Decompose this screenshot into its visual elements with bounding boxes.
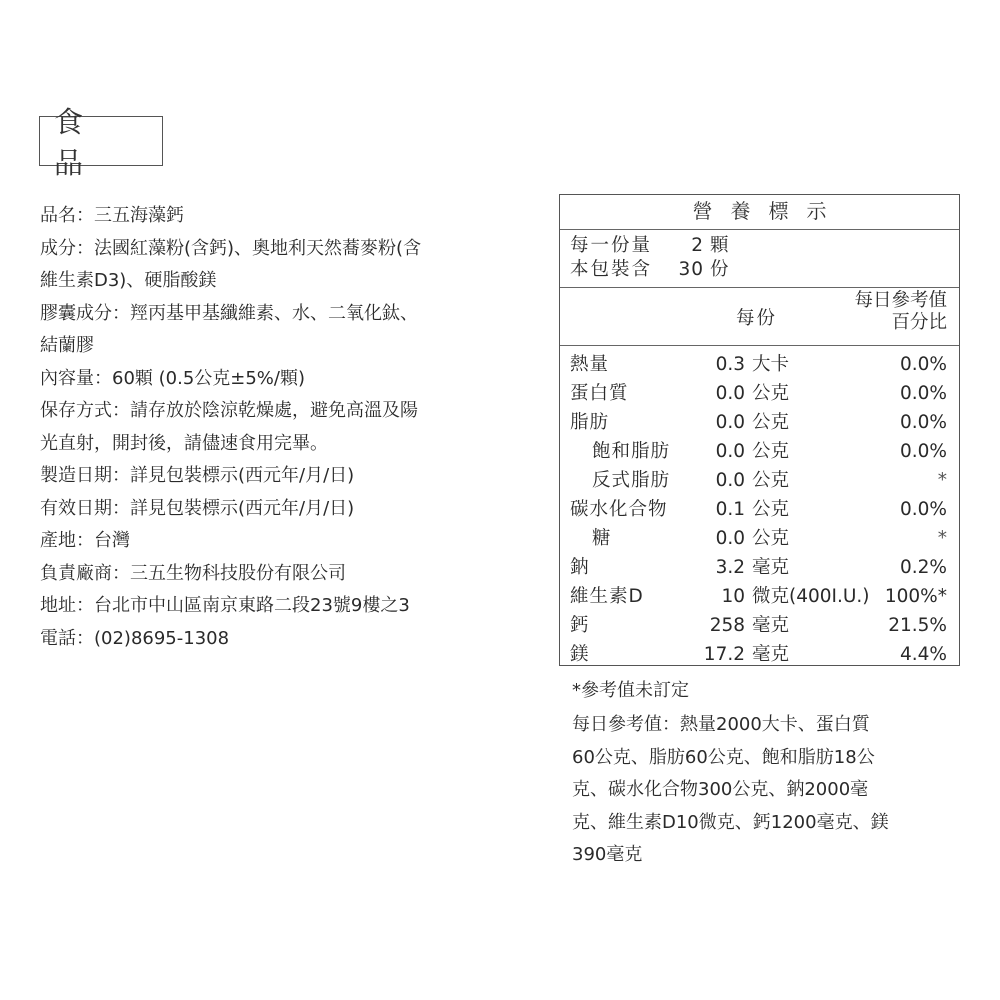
storage-line-1: 保存方式：請存放於陰涼乾燥處，避免高溫及陽 [40,400,418,421]
category-label: 食 品 [54,105,98,180]
serving-size-row [570,234,959,258]
nutrient-value: 0.0 [715,412,745,433]
reference-undetermined-note: *參考值未訂定 [572,680,689,701]
manufacturer-line: 負責廠商：三五生物科技股份有限公司 [40,562,346,584]
per-serving-header: 每份 [736,308,778,329]
nutrient-daily-pct: 0.2% [900,557,947,578]
phone-line: 電話：(02)8695-1308 [40,627,230,649]
nutrient-unit: 公克 [752,528,790,549]
nutrient-name: 鎂 [570,644,590,665]
daily-reference-note [572,709,952,872]
daily-reference-line-4: 克、維生素D10微克、鈣1200毫克、鎂 [572,811,889,833]
nutrient-name: 脂肪 [570,412,610,433]
nutrient-row-fat [560,408,959,437]
nutrient-row-magnesium [560,640,959,669]
address-line: 地址：台北市中山區南京東路二段23號9樓之3 [40,595,410,616]
origin-line: 產地：台灣 [40,530,130,551]
category-label-box [39,105,163,180]
nutrient-name: 鈉 [570,557,590,578]
nutrient-daily-pct: 4.4% [900,644,947,665]
nutrient-unit: 公克 [752,499,790,520]
daily-value-header-line-1: 每日參考值 [854,290,947,311]
nutrient-rows [560,346,959,669]
nutrient-value: 258 [709,615,745,636]
storage-line-2: 光直射，開封後，請儘速食用完畢。 [40,432,328,454]
nutrient-unit: 毫克 [752,644,790,665]
nutrient-unit: 大卡 [752,354,790,375]
nutrient-row-sodium [560,553,959,582]
nutrient-daily-pct: 21.5% [888,615,947,636]
nutrient-row-saturated-fat [560,437,959,466]
nutrient-name: 糖 [592,528,612,549]
nutrient-value: 0.3 [715,354,745,375]
nutrient-unit: 毫克 [752,557,790,578]
serving-size-unit: 顆 [710,235,729,256]
nutrient-row-carbohydrate [560,495,959,524]
nutrient-row-trans-fat [560,466,959,495]
nutrient-value: 0.1 [715,499,745,520]
column-headers [560,288,959,346]
nutrition-title: 營養標示 [560,195,959,230]
nutrient-daily-pct: * [937,470,947,491]
ingredients-line-1: 成分：法國紅藻粉(含鈣)、奧地利天然蕎麥粉(含 [40,237,422,259]
nutrient-name: 鈣 [570,615,590,636]
nutrient-name: 碳水化合物 [570,499,668,520]
nutrient-row-vitamin-d [560,582,959,611]
servings-per-package-label: 本包裝含 [570,259,653,280]
manufacture-date-line: 製造日期：詳見包裝標示(西元年/月/日) [40,465,355,486]
nutrient-value: 10 [721,586,745,607]
nutrient-unit: 公克 [752,383,790,404]
nutrient-daily-pct: 0.0% [900,499,947,520]
nutrition-facts-table [559,194,960,666]
serving-info [560,230,959,288]
nutrient-name: 熱量 [570,354,610,375]
nutrient-unit: 公克 [752,470,790,491]
serving-size-label: 每一份量 [570,235,653,256]
daily-reference-line-2: 60公克、脂肪60公克、飽和脂肪18公 [572,746,875,768]
expiry-date-line: 有效日期：詳見包裝標示(西元年/月/日) [40,497,355,519]
nutrient-row-protein [560,379,959,408]
nutrient-daily-pct: 100%* [884,586,947,607]
nutrient-daily-pct: * [937,528,947,549]
nutrient-value: 17.2 [703,644,745,665]
capsule-ingredients-line-1: 膠囊成分：羥丙基甲基纖維素、水、二氧化鈦、 [40,302,418,324]
nutrient-unit: 公克 [752,412,790,433]
daily-reference-line-1: 每日參考值：熱量2000大卡、蛋白質 [572,714,870,735]
nutrient-daily-pct: 0.0% [900,383,947,404]
net-content-line: 內容量：60顆 (0.5公克±5%/顆) [40,367,305,389]
ingredients-line-2: 維生素D3)、硬脂酸鎂 [40,270,217,291]
nutrient-name: 蛋白質 [570,383,629,404]
servings-per-package-row [570,258,959,282]
nutrient-row-calcium [560,611,959,640]
serving-size-value: 2 [691,235,704,256]
nutrient-value: 0.0 [715,383,745,404]
nutrient-name: 維生素D [570,586,644,607]
product-name-line: 品名：三五海藻鈣 [40,205,184,226]
nutrient-name: 飽和脂肪 [592,441,671,462]
daily-reference-line-5: 390毫克 [572,844,643,865]
daily-value-header [854,290,947,334]
nutrient-daily-pct: 0.0% [900,412,947,433]
nutrient-row-sugar [560,524,959,553]
nutrient-unit: 毫克 [752,615,790,636]
nutrient-value: 0.0 [715,470,745,491]
daily-value-header-line-2: 百分比 [891,312,947,333]
nutrient-value: 0.0 [715,441,745,462]
nutrient-name: 反式脂肪 [592,470,671,491]
product-info [40,200,540,655]
nutrient-daily-pct: 0.0% [900,441,947,462]
nutrient-unit: 微克(400I.U.) [752,586,870,607]
nutrient-unit: 公克 [752,441,790,462]
nutrient-row-energy [560,350,959,379]
daily-reference-line-3: 克、碳水化合物300公克、鈉2000毫 [572,779,869,800]
servings-per-package-value: 30 [678,259,704,280]
capsule-ingredients-line-2: 結蘭膠 [40,335,94,356]
servings-per-package-unit: 份 [710,259,729,280]
nutrient-value: 3.2 [715,557,745,578]
nutrient-daily-pct: 0.0% [900,354,947,375]
nutrient-value: 0.0 [715,528,745,549]
